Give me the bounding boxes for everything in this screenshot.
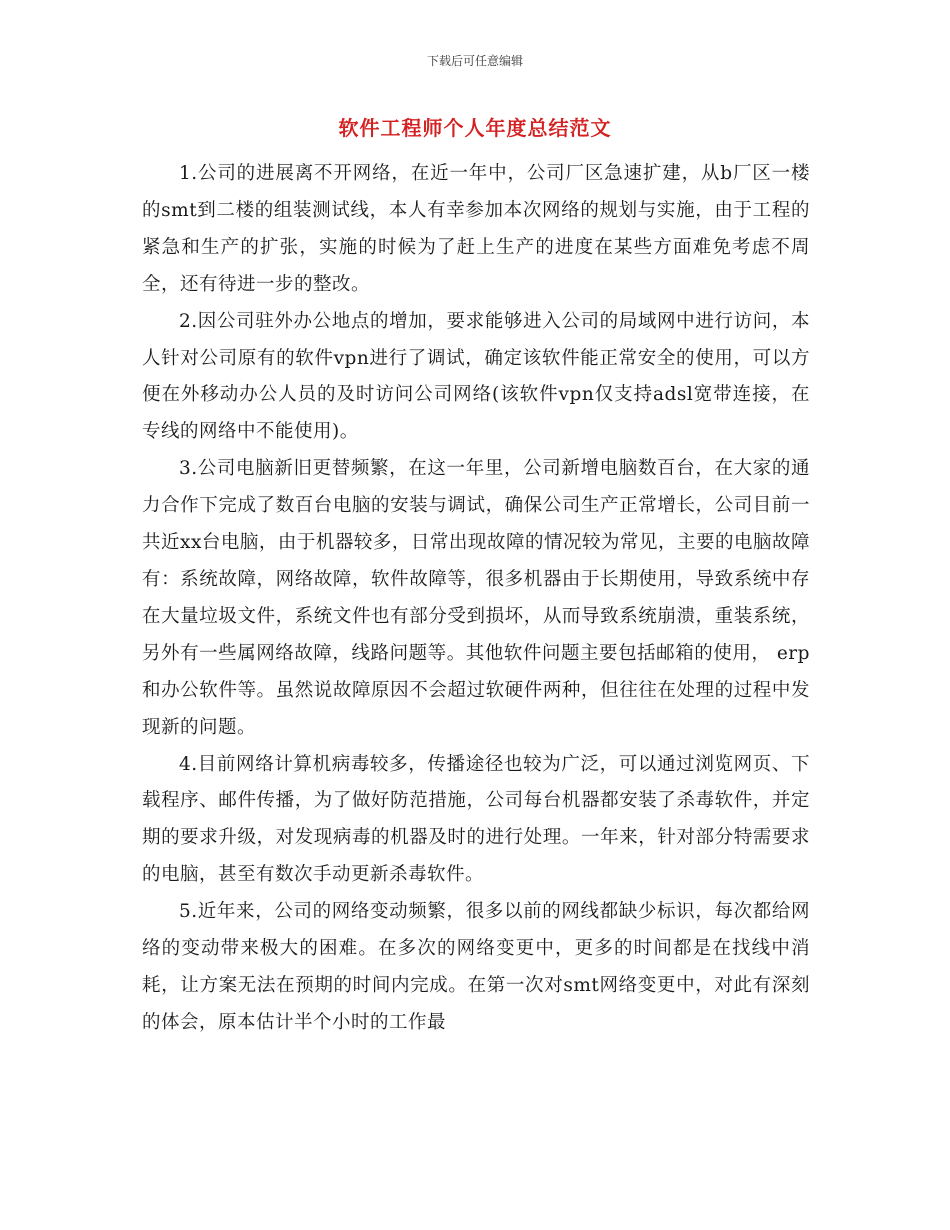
- document-body: [142, 156, 810, 1042]
- document-title: 软件工程师个人年度总结范文: [338, 116, 612, 140]
- paragraph-1: 1.公司的进展离不开网络，在近一年中，公司厂区急速扩建，从b厂区一楼的smt到二楼的组装测试线，本人有幸参加本次网络的规划与实施，由于工程的紧急和生产的扩张，实施的时候为了赶上生产的进度在某些方面难免考虑不周全，还有待进一步的整改。: [142, 163, 810, 295]
- header-note: 下载后可任意编辑: [426, 54, 523, 68]
- paragraph-5: 5.近年来，公司的网络变动频繁，很多以前的网线都缺少标识，每次都给网络的变动带来极大的困难。在多次的网络变更中，更多的时间都是在找线中消耗，让方案无法在预期的时间内完成。在第一次对smt网络变更中，对此有深刻的体会，原本估计半个小时的工作最: [142, 901, 810, 1033]
- paragraph-2: 2.因公司驻外办公地点的增加，要求能够进入公司的局域网中进行访问，本人针对公司原有的软件vpn进行了调试，确定该软件能正常安全的使用，可以方便在外移动办公人员的及时访问公司网络(该软件vpn仅支持adsl宽带连接，在专线的网络中不能使用)。: [142, 310, 810, 443]
- paragraph-3: 3.公司电脑新旧更替频繁，在这一年里，公司新增电脑数百台，在大家的通力合作下完成了数百台电脑的安装与调试，确保公司生产正常增长，公司目前一共近xx台电脑，由于机器较多，日常出现故障的情况较为常见，主要的电脑故障有：系统故障，网络故障，软件故障等，很多机器由于长期使用，导致系统中存在大量垃圾文件，系统文件也有部分受到损坏，从而导致系统崩溃，重装系统，另外有一些属网络故障，线路问题等。其他软件问题主要包括邮箱的使用， erp和办公软件等。虽然说故障原因不会超过软硬件两种，但往往在处理的过程中发现新的问题。: [142, 458, 810, 738]
- paragraph-4: 4.目前网络计算机病毒较多，传播途径也较为广泛，可以通过浏览网页、下载程序、邮件传播，为了做好防范措施，公司每台机器都安装了杀毒软件，并定期的要求升级，对发现病毒的机器及时的进行处理。一年来，针对部分特需要求的电脑，甚至有数次手动更新杀毒软件。: [142, 753, 810, 886]
